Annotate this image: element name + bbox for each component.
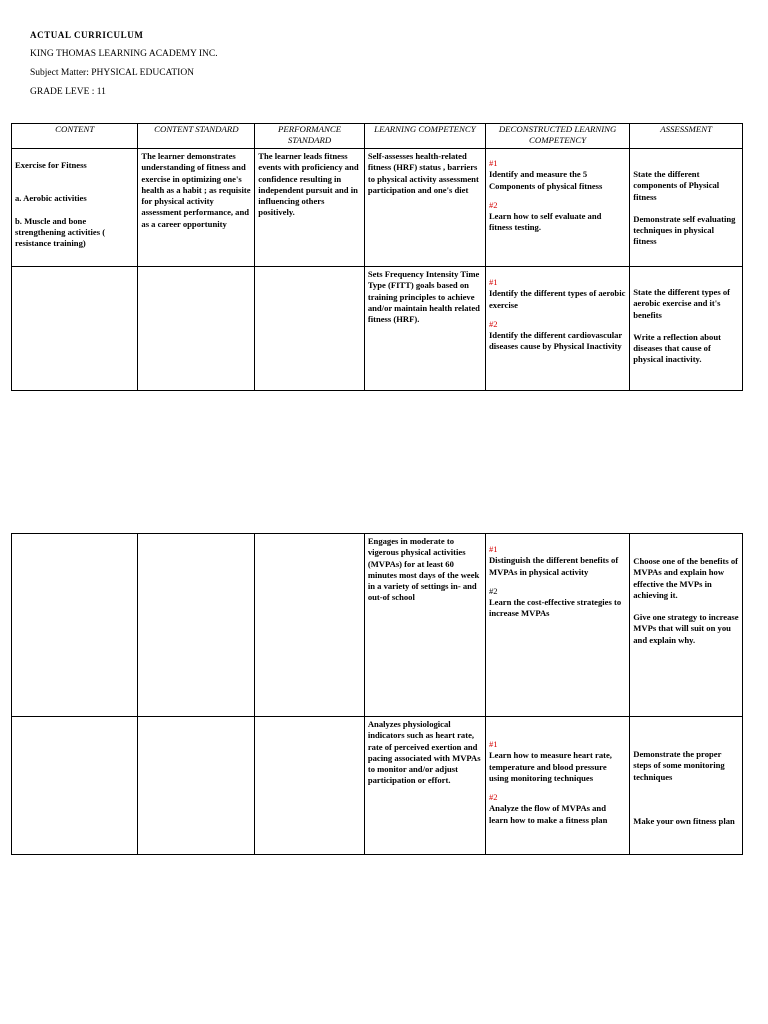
col-header-assessment: ASSESSMENT bbox=[630, 124, 743, 149]
learning-competency-cell: Engages in moderate to vigerous physical activities (MVPAs) for at least 60 minutes most days of the week in a variety of settings in- and out-of school bbox=[364, 534, 485, 717]
col-header-content-standard: CONTENT STANDARD bbox=[138, 124, 255, 149]
dlc-item-2: Learn how to self evaluate and fitness testing. bbox=[488, 211, 602, 233]
performance-standard-cell bbox=[255, 534, 365, 717]
learning-competency-cell: Self-assesses health-related fitness (HRF) status , barriers to physical activity assessment participation and one's diet bbox=[364, 149, 485, 267]
dlc-item-2: Learn the cost-effective strategies to increase MVPAs bbox=[488, 597, 622, 619]
assessment-item-1: Demonstrate the proper steps of some monitoring techniques bbox=[633, 749, 725, 782]
content-standard-cell bbox=[138, 717, 255, 855]
curriculum-table-1 bbox=[11, 123, 743, 391]
content-item-b: b. Muscle and bone strengthening activities ( resistance training) bbox=[15, 215, 106, 249]
deconstructed-competency-cell bbox=[485, 534, 629, 717]
grade-level: GRADE LEVE : 11 bbox=[30, 87, 106, 97]
assessment-item-1: State the different components of Physical fitness bbox=[633, 169, 720, 202]
learning-competency-cell: Analyzes physiological indicators such as heart rate, rate of perceived exertion and pacing associated with MVPAs to monitor and/or adjust participation or effort. bbox=[364, 717, 485, 855]
document-title: ACTUAL CURRICULUM bbox=[30, 30, 144, 40]
assessment-item-2: Demonstrate self evaluating techniques in physical fitness bbox=[633, 213, 736, 247]
table-header-row bbox=[12, 124, 743, 149]
item-number-2: #2 bbox=[488, 199, 498, 210]
table-row bbox=[12, 534, 743, 717]
item-number-2: #2 bbox=[488, 318, 498, 329]
content-cell bbox=[12, 267, 138, 391]
assessment-item-2: Make your own fitness plan bbox=[633, 815, 735, 826]
content-standard-cell: The learner demonstrates understanding of fitness and exercise in optimizing one's health as a habit ; as requisite for physical activity assessment performance, and as a career opportunity bbox=[138, 149, 255, 267]
dlc-item-1: Distinguish the different benefits of MVPAs in physical activity bbox=[488, 555, 619, 577]
dlc-item-2: Analyze the flow of MVPAs and learn how to make a fitness plan bbox=[488, 803, 608, 825]
performance-standard-cell bbox=[255, 267, 365, 391]
deconstructed-competency-cell bbox=[485, 149, 629, 267]
assessment-cell bbox=[630, 267, 743, 391]
assessment-cell bbox=[630, 717, 743, 855]
content-cell bbox=[12, 149, 138, 267]
performance-standard-cell bbox=[255, 717, 365, 855]
dlc-item-1: Identify and measure the 5 Components of physical fitness bbox=[488, 169, 603, 191]
performance-standard-cell: The learner leads fitness events with proficiency and confidence resulting in independent pursuit and in influencing others positively. bbox=[255, 149, 365, 267]
col-header-performance-standard: PERFORMANCE STANDARD bbox=[255, 124, 365, 149]
item-number-1: #1 bbox=[488, 739, 498, 749]
dlc-item-2: Identify the different cardiovascular diseases cause by Physical Inactivity bbox=[488, 330, 623, 352]
content-cell bbox=[12, 534, 138, 717]
subject-matter: Subject Matter: PHYSICAL EDUCATION bbox=[30, 68, 195, 78]
assessment-cell bbox=[630, 149, 743, 267]
dlc-item-1: Learn how to measure heart rate, temperature and blood pressure using monitoring techniques bbox=[488, 750, 612, 783]
item-number-1: #1 bbox=[488, 158, 498, 168]
col-header-learning-competency: LEARNING COMPETENCY bbox=[364, 124, 485, 149]
assessment-cell bbox=[630, 534, 743, 717]
col-header-content: CONTENT bbox=[12, 124, 138, 149]
school-name: KING THOMAS LEARNING ACADEMY INC. bbox=[30, 49, 218, 59]
assessment-item-2: Give one strategy to increase MVPs that will suit on you and explain why. bbox=[633, 612, 739, 645]
assessment-item-1: State the different types of aerobic exercise and it's benefits bbox=[633, 287, 730, 320]
deconstructed-competency-cell bbox=[485, 267, 629, 391]
item-number-1: #1 bbox=[488, 277, 498, 287]
curriculum-table-2 bbox=[11, 533, 743, 855]
col-header-deconstructed-competency: DECONSTRUCTED LEARNING COMPETENCY bbox=[485, 124, 629, 149]
dlc-item-1: Identify the different types of aerobic exercise bbox=[488, 288, 626, 310]
content-item-a: a. Aerobic activities bbox=[15, 193, 87, 204]
content-title: Exercise for Fitness bbox=[15, 160, 87, 170]
table-row bbox=[12, 267, 743, 391]
assessment-item-2: Write a reflection about diseases that cause of physical inactivity. bbox=[633, 331, 722, 365]
deconstructed-competency-cell bbox=[485, 717, 629, 855]
item-number-2: #2 bbox=[488, 585, 498, 596]
content-standard-cell bbox=[138, 534, 255, 717]
item-number-1: #1 bbox=[488, 544, 498, 554]
item-number-2: #2 bbox=[488, 792, 498, 803]
content-cell bbox=[12, 717, 138, 855]
table-row bbox=[12, 717, 743, 855]
learning-competency-cell: Sets Frequency Intensity Time Type (FITT) goals based on training principles to achieve and/or maintain health related fitness (HRF). bbox=[364, 267, 485, 391]
content-standard-cell bbox=[138, 267, 255, 391]
assessment-item-1: Choose one of the benefits of MVPAs and explain how effective the MVPs in achieving it. bbox=[633, 556, 739, 600]
table-row bbox=[12, 149, 743, 267]
